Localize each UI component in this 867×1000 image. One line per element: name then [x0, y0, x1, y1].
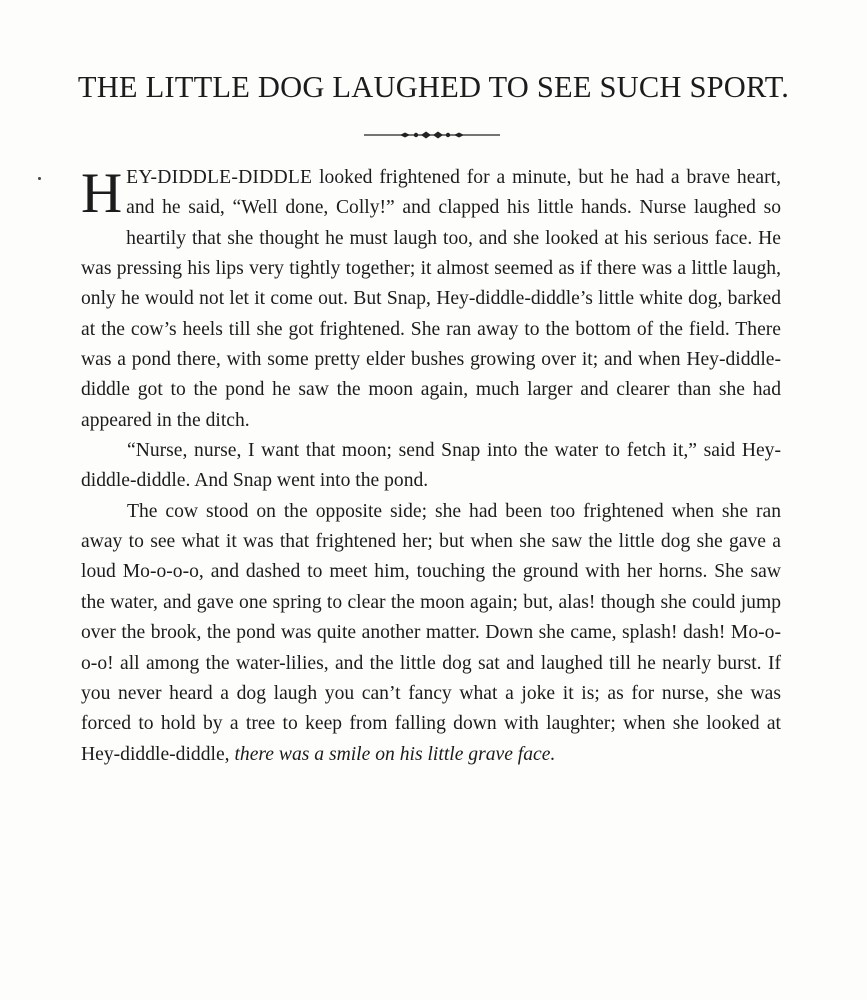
paragraph-2-text: “Nurse, nurse, I want that moon; send Snap into the water to fetch it,” said Hey-diddle-diddle. And Snap went into the pond. [81, 440, 781, 492]
paragraph-1-text: looked frightened for a minute, but he had a brave heart, and he said, “Well done, Colly!” and clapped his little hands. Nurse laughed so heartily that she thought he must laugh too, and she looked at his serious face. He was pressing his lips very tightly together; it almost seemed as if there was a little laugh, only he would not let it come out. But Snap, Hey-diddle-diddle’s little white dog, barked at the cow’s heels till she got frightened. She ran away to the bottom of the field. There was a pond there, with some pretty elder bushes growing over it; and when Hey-diddle-diddle got to the pond he saw the moon again, much larger and clearer than she had appeared in the ditch. [81, 167, 781, 431]
paragraph-2 [81, 436, 781, 497]
chapter-title: THE LITTLE DOG LAUGHED TO SEE SUCH SPORT. [77, 70, 790, 104]
paragraph-3-text: The cow stood on the opposite side; she had been too frightened when she ran away to see what it was that frightened her; but when she saw the little dog she gave a loud Mo-o-o-o, and dashed to meet him, touching the ground with her horns. She saw the water, and gave one spring to clear the moon again; but, alas! though she could jump over the brook, the pond was quite another matter. Down she came, splash! dash! Mo-o-o-o! all among the water-lilies, and the little dog sat and laughed till he nearly burst. If you never heard a dog laugh you can’t fancy what a joke it is; as for nurse, she was forced to hold by a tree to keep from falling down with laughter; when she looked at Hey-diddle-diddle, [81, 500, 781, 765]
drop-cap: H [81, 162, 123, 225]
ornamental-divider-icon [364, 129, 500, 141]
story-text [81, 163, 781, 770]
paragraph-3-italic-ending: there was a smile on his little grave face. [234, 743, 556, 765]
paragraph-1 [81, 163, 781, 436]
paragraph-3 [81, 497, 781, 770]
margin-mark [38, 177, 41, 180]
lead-in-caps: EY-DIDDLE-DIDDLE [126, 167, 313, 188]
